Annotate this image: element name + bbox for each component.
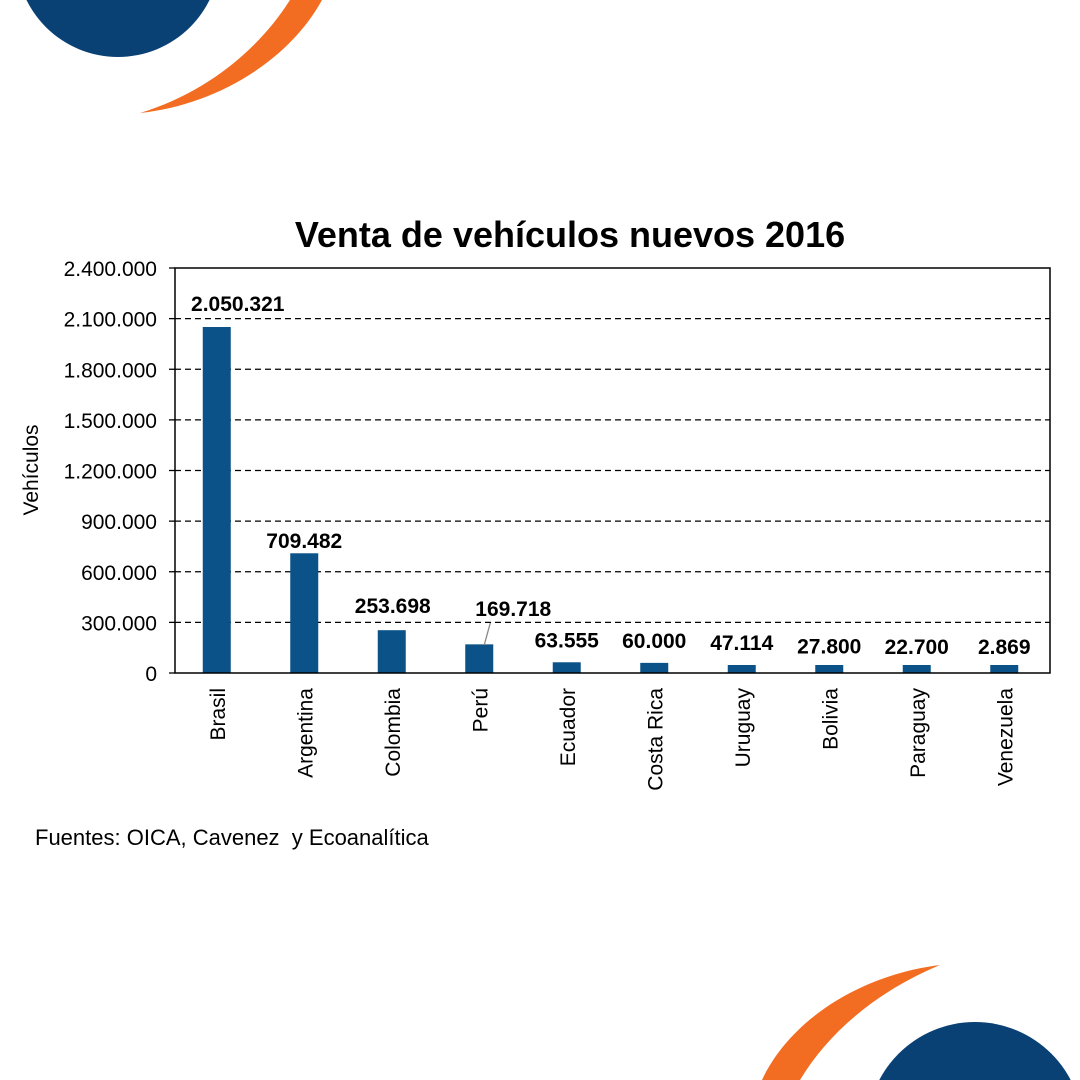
y-axis-label: Vehículos — [20, 424, 43, 516]
bar-costa-rica — [640, 663, 668, 673]
x-tick-label: Paraguay — [906, 688, 930, 778]
y-tick-label: 1.800.000 — [63, 359, 157, 383]
bar-chart — [20, 214, 1050, 791]
y-tick-label: 2.100.000 — [63, 308, 157, 332]
source-note: Fuentes: OICA, Cavenez y Ecoanalítica — [35, 825, 429, 850]
y-axis-ticks — [64, 258, 175, 686]
bar-argentina — [290, 553, 318, 673]
x-tick-label: Bolivia — [819, 688, 843, 750]
value-label: 22.700 — [884, 636, 949, 659]
x-tick-label: Colombia — [381, 688, 405, 777]
value-label: 253.698 — [354, 595, 431, 618]
x-tick-label: Perú — [469, 688, 493, 733]
y-tick-label: 0 — [145, 663, 157, 686]
bar-bolivia — [815, 665, 843, 673]
bar-ecuador — [553, 662, 581, 673]
x-tick-label: Costa Rica — [644, 688, 668, 791]
y-tick-label: 2.400.000 — [63, 258, 157, 281]
x-tick-label: Uruguay — [731, 688, 755, 768]
x-axis-labels — [207, 688, 1018, 791]
decor-navy-circle-top — [16, 0, 220, 57]
bar-perú — [465, 644, 493, 673]
x-tick-label: Brasil — [206, 688, 230, 741]
value-label-leader-line — [484, 623, 490, 645]
bar-paraguay — [903, 665, 931, 673]
decor-bottom-right — [762, 965, 1080, 1080]
bar-uruguay — [728, 665, 756, 673]
bar-colombia — [378, 630, 406, 673]
y-tick-label: 900.000 — [81, 511, 157, 535]
x-tick-label: Argentina — [294, 688, 318, 778]
y-tick-label: 600.000 — [81, 561, 157, 585]
x-tick-label: Ecuador — [556, 688, 580, 767]
value-label: 27.800 — [797, 635, 862, 659]
bar-brasil — [203, 327, 231, 673]
decor-navy-circle-bottom — [867, 1022, 1080, 1080]
bars — [203, 327, 1019, 673]
value-label: 60.000 — [622, 629, 687, 653]
x-tick-label: Venezuela — [994, 688, 1018, 787]
y-tick-label: 1.500.000 — [63, 409, 157, 433]
chart-title: Venta de vehículos nuevos 2016 — [294, 214, 846, 255]
value-label: 2.869 — [977, 636, 1031, 659]
value-label: 63.555 — [534, 629, 599, 653]
bar-venezuela — [990, 665, 1018, 673]
decor-top-left — [16, 0, 322, 113]
y-tick-label: 1.200.000 — [63, 460, 157, 484]
value-label: 709.482 — [266, 530, 343, 553]
value-label: 2.050.321 — [191, 293, 285, 316]
value-label: 169.718 — [475, 598, 552, 621]
value-label: 47.114 — [710, 632, 774, 656]
y-tick-label: 300.000 — [81, 612, 157, 636]
